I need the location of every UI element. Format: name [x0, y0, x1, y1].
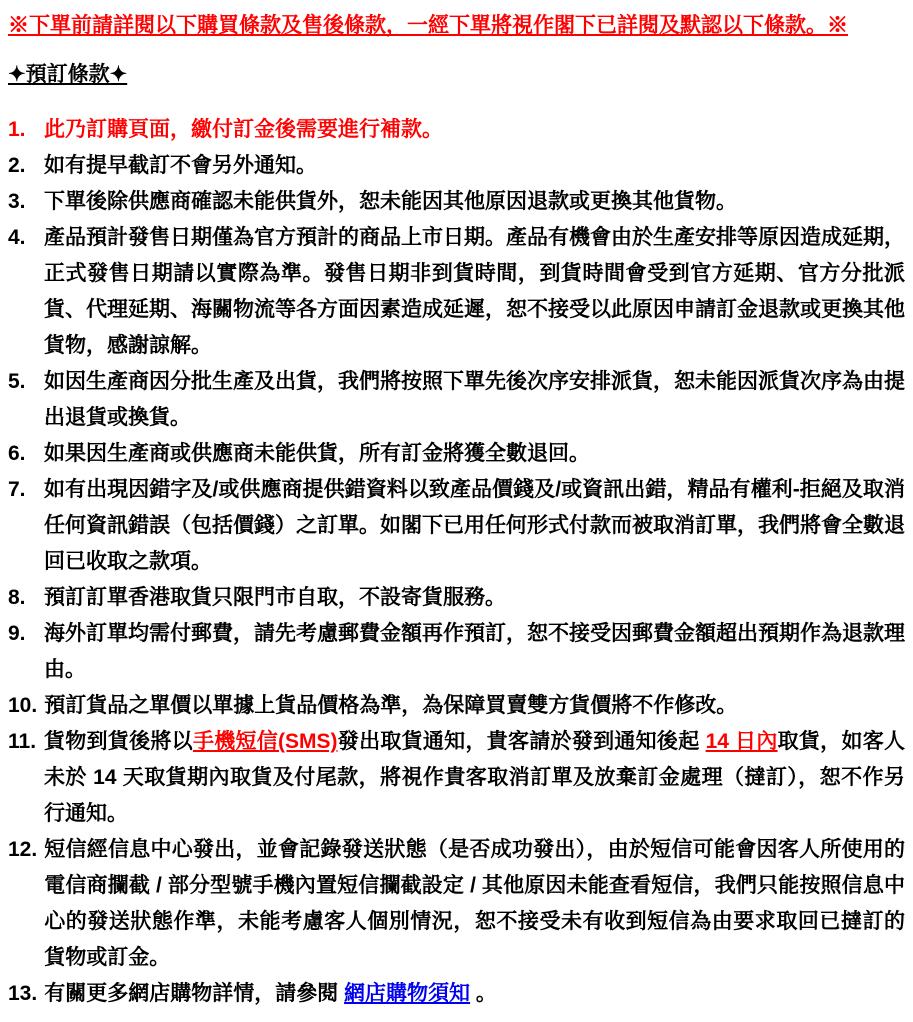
- text-segment: 貨物到貨後將以: [44, 730, 193, 753]
- term-number: 11.: [8, 730, 37, 753]
- text-segment: 發出取貨通知，貴客請於發到通知後起: [337, 730, 706, 753]
- text-segment: 此乃訂購頁面，繳付訂金後需要進行補款。: [44, 118, 443, 141]
- shop-guide-link[interactable]: 網店購物須知: [344, 982, 471, 1005]
- term-text: [44, 724, 905, 832]
- text-segment: 海外訂單均需付郵費，請先考慮郵費金額再作預訂，恕不接受因郵費金額超出預期作為退款理由。: [44, 622, 905, 681]
- term-number: 4.: [8, 226, 26, 249]
- text-segment: 如因生產商因分批生產及出貨，我們將按照下單先後次序安排派貨，恕未能因派貨次序為由提出退貨或換貨。: [44, 370, 905, 429]
- term-text: [44, 580, 905, 616]
- term-item: [8, 184, 905, 220]
- term-item: [8, 364, 905, 436]
- term-item: [8, 220, 905, 364]
- term-item: [8, 832, 905, 976]
- term-number: 5.: [8, 370, 26, 393]
- term-item: [8, 724, 905, 832]
- text-segment: 有關更多網店購物詳情，請參閱: [44, 982, 345, 1005]
- term-number: 6.: [8, 442, 26, 465]
- highlighted-text: 手機短信(SMS): [192, 730, 338, 753]
- term-item: [8, 580, 905, 616]
- term-number: 7.: [8, 478, 26, 501]
- term-text: [44, 112, 905, 148]
- text-segment: 如有提早截訂不會另外通知。: [44, 154, 317, 177]
- term-item: [8, 688, 905, 724]
- term-text: [44, 364, 905, 436]
- term-number: 13.: [8, 982, 38, 1005]
- term-item: [8, 472, 905, 580]
- term-number: 1.: [8, 118, 26, 141]
- term-item: [8, 112, 905, 148]
- term-text: [44, 184, 905, 220]
- term-text: [44, 220, 905, 364]
- term-number: 2.: [8, 154, 26, 177]
- text-segment: 如有出現因錯字及/或供應商提供錯資料以致產品價錢及/或資訊出錯，精品有權利-拒絕及取消任何資訊錯誤（包括價錢）之訂單。如閣下已用任何形式付款而被取消訂單，我們將會全數退回已收取之款項。: [44, 478, 905, 573]
- text-segment: 下單後除供應商確認未能供貨外，恕未能因其他原因退款或更換其他貨物。: [44, 190, 737, 213]
- term-text: [44, 976, 905, 1012]
- term-number: 12.: [8, 838, 38, 861]
- term-text: [44, 832, 905, 976]
- text-segment: 取貨，如客人未於 14 天取貨期內取貨及付尾款，將視作貴客取消訂單及放棄訂金處理（撻訂），恕不作另行通知。: [44, 730, 906, 825]
- term-text: [44, 436, 905, 472]
- term-number: 3.: [8, 190, 26, 213]
- terms-list: [8, 112, 905, 1012]
- text-segment: 產品預計發售日期僅為官方預計的商品上市日期。產品有機會由於生產安排等原因造成延期，正式發售日期請以實際為準。發售日期非到貨時間，到貨時間會受到官方延期、官方分批派貨、代理延期、海關物流等各方面因素造成延遲，恕不接受以此原因申請訂金退款或更換其他貨物，感謝諒解。: [44, 226, 905, 357]
- term-number: 10.: [8, 694, 38, 717]
- text-segment: 短信經信息中心發出，並會記錄發送狀態（是否成功發出），由於短信可能會因客人所使用的電信商攔截 / 部分型號手機內置短信攔截設定 / 其他原因未能查看短信，我們只能按照信息中心的發送狀態作準，未能考慮客人個別情況，恕不接受未有收到短信為由要求取回已撻訂的貨物或訂金。: [44, 838, 905, 969]
- text-segment: 。: [470, 982, 497, 1005]
- term-text: [44, 616, 905, 688]
- highlighted-text: 14 日內: [705, 730, 778, 753]
- notice-title: ※下單前請詳閱以下購買條款及售後條款，一經下單將視作閣下已詳閱及默認以下條款。※: [8, 14, 848, 37]
- term-item: [8, 976, 905, 1012]
- text-segment: 如果因生產商或供應商未能供貨，所有訂金將獲全數退回。: [44, 442, 590, 465]
- term-text: [44, 148, 905, 184]
- term-item: [8, 616, 905, 688]
- section-heading: ✦預訂條款✦: [8, 63, 128, 86]
- text-segment: 預訂貨品之單價以單據上貨品價格為準，為保障買賣雙方貨價將不作修改。: [44, 694, 738, 717]
- term-text: [44, 472, 905, 580]
- term-item: [8, 436, 905, 472]
- term-number: 9.: [8, 622, 26, 645]
- term-item: [8, 148, 905, 184]
- term-text: [44, 688, 905, 724]
- term-number: 8.: [8, 586, 26, 609]
- text-segment: 預訂訂單香港取貨只限門市自取，不設寄貨服務。: [44, 586, 506, 609]
